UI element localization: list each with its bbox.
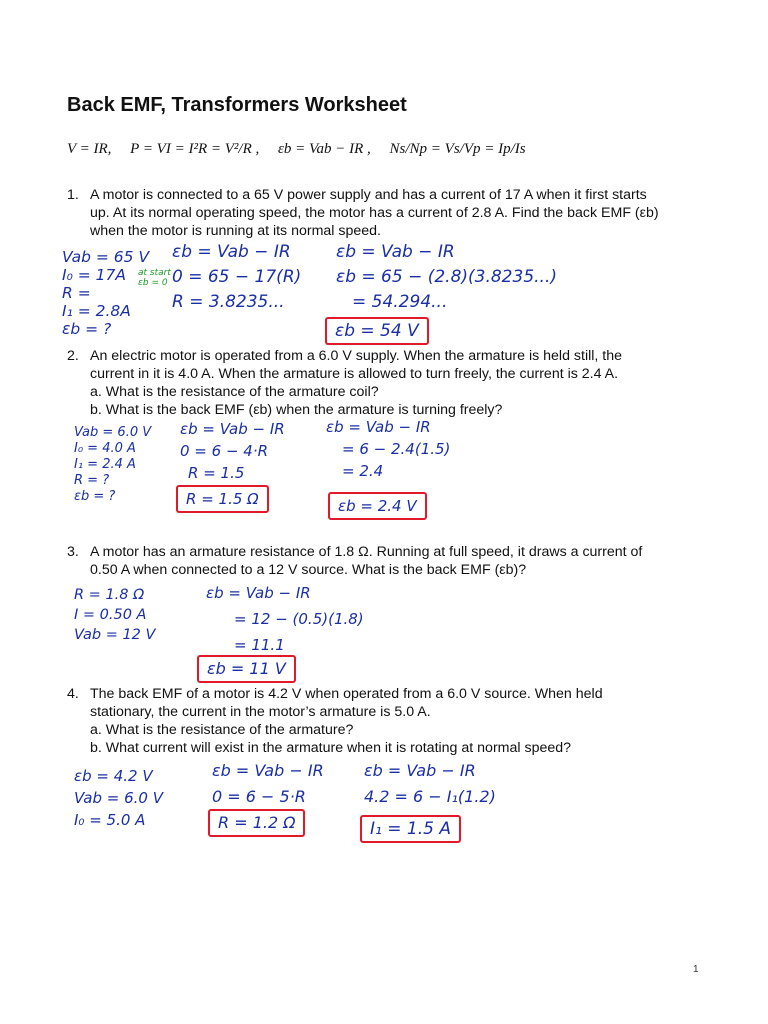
given-line: εb = ? <box>62 320 112 338</box>
question-text-line: a. What is the resistance of the armature coil? <box>90 384 379 400</box>
q1-step1-working <box>172 240 301 315</box>
question-text-line: 0.50 A when connected to a 12 V source. What is the back EMF (εb)? <box>90 562 527 578</box>
working-line: = 6 − 2.4(1.5) <box>342 440 451 458</box>
start-note-line: εb = 0 <box>138 278 168 288</box>
given-line: I₀ = 4.0 A <box>74 441 136 456</box>
formula-back-emf: εb = Vab − IR , <box>277 141 371 157</box>
q4-step2-working <box>364 758 496 810</box>
given-line: I₀ = 17A <box>62 266 126 284</box>
given-line: R = 1.8 Ω <box>74 587 145 603</box>
question-1 <box>67 186 659 240</box>
question-text-line: stationary, the current in the motor’s armature is 5.0 A. <box>90 704 431 720</box>
question-number: 2. <box>67 348 79 364</box>
q4-given-values <box>74 765 163 831</box>
q3-working <box>206 580 364 658</box>
formula-power: P = VI = I²R = V²/R , <box>130 141 260 157</box>
q2-resistance-answer-box: R = 1.5 Ω <box>176 485 269 513</box>
working-line: = 2.4 <box>342 462 384 480</box>
q4-current-answer-box: I₁ = 1.5 A <box>360 815 461 843</box>
working-line: = 12 − (0.5)(1.8) <box>234 610 364 628</box>
formula-line <box>67 141 526 158</box>
working-line: R = 1.5 <box>188 464 245 482</box>
given-line: I₀ = 5.0 A <box>74 811 146 829</box>
start-note-line: at start <box>138 268 171 278</box>
q4-step1-working <box>212 758 324 810</box>
question-text-line: a. What is the resistance of the armature? <box>90 722 354 738</box>
question-text-line: when the motor is running at its normal speed. <box>90 223 381 239</box>
question-number: 1. <box>67 187 79 203</box>
question-text-line: b. What is the back EMF (εb) when the armature is turning freely? <box>90 402 503 418</box>
q1-start-note <box>138 268 171 288</box>
working-line: εb = Vab − IR <box>180 420 285 438</box>
page-number: 1 <box>693 964 699 975</box>
working-line: 0 = 65 − 17(R) <box>172 267 302 287</box>
given-line: I₁ = 2.4 A <box>74 457 136 472</box>
working-line: 0 = 6 − 5·R <box>212 787 306 806</box>
q3-given-values <box>74 585 155 645</box>
question-number: 4. <box>67 686 79 702</box>
given-line: εb = 4.2 V <box>74 767 153 785</box>
working-line: εb = Vab − IR <box>172 242 291 262</box>
formula-ohm: V = IR, <box>67 141 112 157</box>
q1-step2-working <box>336 240 557 315</box>
given-line: Vab = 6.0 V <box>74 789 164 807</box>
question-2 <box>67 347 622 419</box>
working-line: εb = Vab − IR <box>364 761 476 780</box>
given-line: R = ? <box>74 473 110 488</box>
working-line: = 54.294... <box>352 292 448 312</box>
q1-answer-box: εb = 54 V <box>325 317 429 345</box>
question-4 <box>67 685 603 757</box>
question-number: 3. <box>67 544 79 560</box>
working-line: εb = Vab − IR <box>336 242 455 262</box>
question-text-line: The back EMF of a motor is 4.2 V when operated from a 6.0 V source. When held <box>90 686 603 702</box>
given-line: I = 0.50 A <box>74 607 147 623</box>
question-text-line: A motor has an armature resistance of 1.8 Ω. Running at full speed, it draws a current of <box>90 544 643 560</box>
question-3 <box>67 543 642 579</box>
q4-resistance-answer-box: R = 1.2 Ω <box>208 809 305 837</box>
given-line: Vab = 65 V <box>62 248 150 266</box>
working-line: 0 = 6 − 4·R <box>180 442 269 460</box>
formula-transformer: Ns/Np = Vs/Vp = Ip/Is <box>389 141 526 157</box>
working-line: εb = Vab − IR <box>326 418 431 436</box>
working-line: R = 3.8235... <box>172 292 285 312</box>
q1-given-values <box>62 248 149 338</box>
question-text-line: A motor is connected to a 65 V power supply and has a current of 17 A when it first starts <box>90 187 647 203</box>
working-line: εb = Vab − IR <box>212 761 324 780</box>
worksheet-title: Back EMF, Transformers Worksheet <box>67 94 407 116</box>
working-line: εb = 65 − (2.8)(3.8235...) <box>336 267 557 287</box>
given-line: εb = ? <box>74 489 116 504</box>
working-line: εb = Vab − IR <box>206 584 311 602</box>
q2-step1-working <box>180 418 285 484</box>
question-text-line: b. What current will exist in the armature when it is rotating at normal speed? <box>90 740 572 756</box>
question-text-line: up. At its normal operating speed, the motor has a current of 2.8 A. Find the back EMF (εb) <box>90 205 659 221</box>
question-text-line: An electric motor is operated from a 6.0 V supply. When the armature is held still, the <box>90 348 623 364</box>
given-line: Vab = 6.0 V <box>74 425 152 440</box>
working-line: 4.2 = 6 − I₁(1.2) <box>364 787 496 806</box>
working-line: = 11.1 <box>234 636 285 654</box>
given-line: Vab = 12 V <box>74 627 156 643</box>
q2-given-values <box>74 425 151 505</box>
given-line: I₁ = 2.8A <box>62 302 131 320</box>
given-line: R = <box>62 284 91 302</box>
q2-back-emf-answer-box: εb = 2.4 V <box>328 492 427 520</box>
question-text-line: current in it is 4.0 A. When the armature is allowed to turn freely, the current is 2.4 A. <box>90 366 619 382</box>
q2-step2-working <box>326 416 450 482</box>
q3-answer-box: εb = 11 V <box>197 655 296 683</box>
